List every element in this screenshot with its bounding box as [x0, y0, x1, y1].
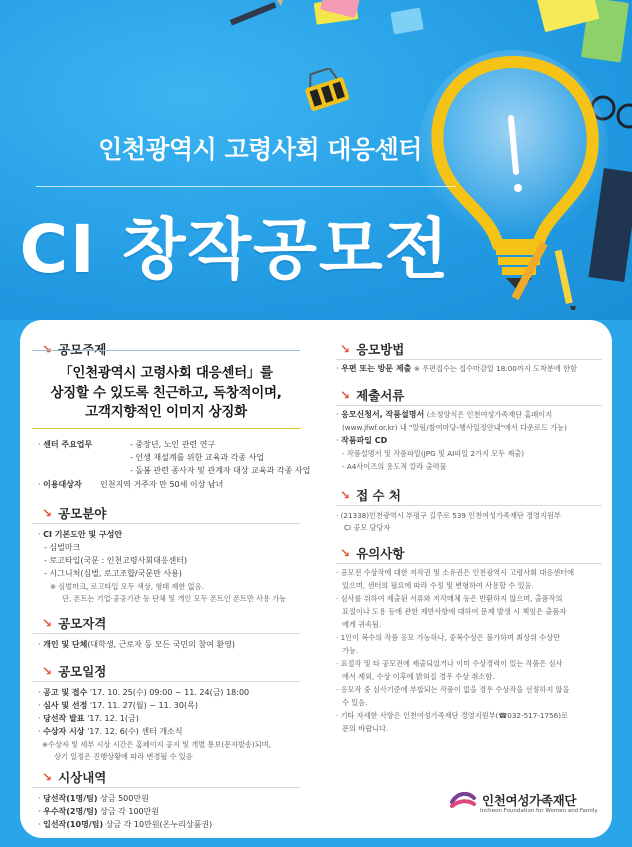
section-title: 접 수 처	[356, 488, 401, 503]
notice-line: 표절이나 도용 등에 관한 제반사항에 대하여 문제 발생 시 책임은 출품자	[342, 607, 567, 616]
document-row: · 작품파일 CD	[336, 436, 388, 445]
notice-line: 가능.	[342, 646, 359, 655]
notice-line: · 공모전 수상작에 대한 저작권 및 소유권은 인천광역시 고령사회 대응센터에	[336, 568, 575, 577]
divider	[32, 428, 300, 429]
notice-line: · 표절작 및 타 공모전에 제출되었거나 이미 수상경력이 있는 작품은 심사	[336, 659, 563, 668]
binder-clip-icon	[300, 68, 355, 113]
center-duty-item: - 인생 재설계를 위한 교육과 각종 사업	[130, 453, 265, 462]
document-row: (www.jfwf.or.kr) 내 "알림/참여마당-행사일정안내"에서 다운로드 가능)	[342, 423, 567, 432]
divider	[32, 633, 300, 634]
sticky-note-blue	[390, 8, 423, 35]
chevron-icon: ↘	[340, 546, 351, 560]
schedule-row: · 심사 및 선정 '17. 11. 27(월) ~ 11. 30(목)	[38, 701, 198, 710]
chevron-icon: ↘	[42, 506, 53, 520]
address-line: · (21338)인천광역시 부평구 길주로 539 인천여성가족재단 경영지원부	[336, 511, 561, 520]
chevron-icon: ↘	[340, 488, 351, 502]
address-line: CI 공모 담당자	[344, 523, 391, 532]
theme-line: 상징할 수 있도록 친근하고, 독창적이며,	[50, 384, 282, 401]
method-row: · 우편 또는 방문 제출 ※ 우편접수는 접수마감일 18:00까지 도착분에 한함	[336, 364, 577, 373]
section-title: 응모방법	[356, 342, 405, 357]
field-title: · CI 기본도안 및 구성안	[38, 530, 123, 539]
section-qualification	[42, 614, 106, 632]
center-duty-item: - 중장년, 노인 관련 연구	[130, 440, 216, 449]
section-prizes	[42, 768, 106, 786]
foundation-logo	[450, 790, 598, 814]
hero-subtitle: 인천광역시 고령사회 대응센터	[98, 135, 422, 164]
divider	[32, 681, 300, 682]
target-label: · 이용대상자	[38, 480, 82, 489]
center-duties-label: · 센터 주요업무	[38, 440, 93, 449]
theme-line: 「인천광역시 고령사회 대응센터」를	[59, 365, 273, 381]
theme-line: 고객지향적인 이미지 상징화	[85, 404, 247, 420]
section-documents	[340, 386, 404, 404]
center-duty-item: - 돌봄 관련 종사자 및 관계자 대상 교육과 각종 사업	[130, 466, 311, 475]
prize-row: · 입선작(10명/팀) 상금 각 10만원(온누리상품권)	[38, 820, 213, 829]
section-title: 공모자격	[58, 616, 107, 631]
chevron-icon: ↘	[42, 616, 53, 630]
schedule-row: · 공고 및 접수 '17. 10. 25(수) 09:00 ~ 11. 24(금) 18:00	[38, 688, 250, 697]
foundation-logo-mark-icon	[450, 790, 476, 810]
section-theme	[42, 340, 106, 358]
target-value: 인천지역 거주자 만 50세 이상 남녀	[100, 480, 224, 489]
divider	[32, 350, 300, 351]
chevron-icon: ↘	[42, 342, 53, 356]
chevron-icon: ↘	[42, 664, 53, 678]
document-row: - A4사이즈의 용도적 칼라 출력물	[342, 462, 447, 471]
section-field	[42, 504, 106, 522]
chevron-icon: ↘	[42, 770, 53, 784]
schedule-note: ※수상자 및 세부 시상 시간은 홈페이지 공지 및 개별 통보(문자발송)되며,	[42, 740, 271, 749]
section-notes	[340, 544, 404, 562]
divider	[336, 359, 602, 360]
chevron-icon: ↘	[340, 342, 351, 356]
section-title: 공모일정	[58, 664, 107, 679]
notice-line: · 심사를 위하여 제출된 서류와 저작매체 등은 반환하지 않으며, 출품작의	[336, 594, 563, 603]
qualification: · 개인 및 단체(대학생, 근로자 등 모든 국민의 참여 환영)	[38, 640, 236, 649]
notice-line: 있으며, 센터의 필요에 따라 수정 및 변형하여 사용할 수 있음.	[342, 581, 534, 590]
section-title: 유의사항	[356, 546, 405, 561]
section-schedule	[42, 662, 106, 680]
schedule-row: · 당선작 발표 '17. 12. 1(금)	[38, 714, 139, 723]
section-title: 공모분야	[58, 506, 107, 521]
divider	[336, 405, 602, 406]
field-note: ※ 심벌마크, 로고타입 모두 색상, 형태 제한 없음.	[50, 582, 204, 591]
field-item: - 로고타입(국문 : 인천고령사회대응센터)	[44, 556, 188, 565]
divider	[32, 787, 300, 788]
theme-statement	[32, 364, 300, 438]
hero-banner	[0, 0, 632, 320]
schedule-note: 상기 일정은 진행상황에 따라 변경될 수 있음	[54, 752, 193, 761]
notice-line: · 응모작 중 심사기준에 부합되는 작품이 없을 경우 수상작을 선정하지 않을	[336, 685, 570, 694]
section-title: 시상내역	[58, 770, 107, 785]
chevron-icon: ↘	[340, 388, 351, 402]
divider	[336, 563, 602, 564]
divider	[32, 523, 300, 524]
pencil-icon	[225, 0, 285, 28]
divider	[336, 505, 602, 506]
schedule-row: · 수상자 시상 '17. 12. 6(수) 센터 개소식	[38, 727, 183, 736]
notice-line: 문의 바랍니다.	[342, 724, 389, 733]
notice-line: · 1인이 복수의 작품 응모 가능하나, 중복수상은 불가하며 최상위 수상만	[336, 633, 561, 642]
hero-divider	[36, 186, 456, 187]
notice-line: 에서 제외, 수상 이후에 밝혀질 경우 수상 취소함.	[342, 672, 495, 681]
notice-line: · 기타 자세한 사항은 인천여성가족재단 경영지원부(☎032-517-1756)로	[336, 711, 568, 720]
section-address	[340, 486, 401, 504]
document-row: - 작품설명서 및 작품파일(JPG 및 AI파일 2가지 모두 제출)	[342, 449, 525, 458]
prize-row: · 우수작(2명/팀) 상금 각 100만원	[38, 807, 160, 816]
prize-row: · 당선작(1명/팀) 상금 500만원	[38, 794, 149, 803]
field-note: 단, 폰트는 기업·공공기관 등 단체 및 개인 모두 폰트인 폰트만 사용 가능	[62, 594, 287, 603]
document-row: · 응모신청서, 작품설명서 (소정양식은 인천여성가족재단 홈페이지	[336, 410, 553, 419]
foundation-name: 인천여성가족재단	[482, 793, 577, 808]
notice-line: 에게 귀속됨.	[342, 620, 382, 629]
field-item: - 심벌마크	[44, 543, 81, 552]
hero-title: CI 창작공모전	[19, 211, 451, 288]
foundation-name-en: Incheon Foundation for Women and Family	[480, 808, 598, 814]
section-title: 공모주제	[58, 342, 107, 357]
section-method	[340, 340, 404, 358]
field-item: - 시그니처(심벌, 로고조합/국문만 사용)	[44, 569, 182, 578]
section-title: 제출서류	[356, 388, 405, 403]
notice-line: 수 있음.	[342, 698, 368, 707]
info-card	[20, 320, 612, 838]
